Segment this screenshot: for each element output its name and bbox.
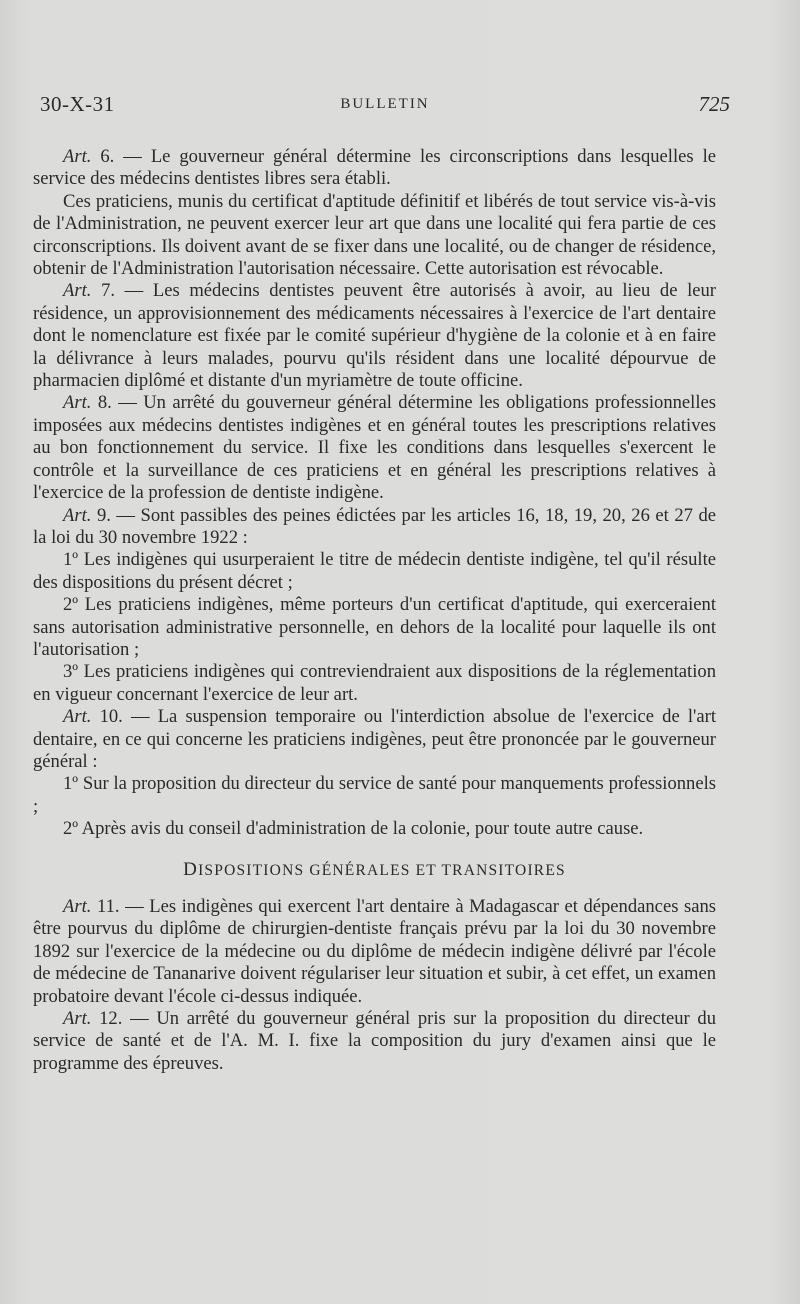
header-title: BULLETIN [340, 96, 430, 112]
paragraph-text: — Un arrêté du gouverneur général détermine les obligations professionnelles imposées aux médecins dentistes indigènes et en général toutes les prescriptions relatives au bon fonctionnement du service. Il fixe les conditions dans lesquelles s'exercent le contrôle et la surveillance de ces praticiens et en général les prescriptions relatives à l'exercice de la profession de dentiste indigène. [33, 392, 716, 504]
paragraph-text: — Les médecins dentistes peuvent être autorisés à avoir, au lieu de leur résidence, un approvisionnement des médicaments nécessaires à l'exercice de l'art dentaire dont le nomenclature est fixée par le comité supérieur d'hygiène de la colonie et à en faire la délivrance à leurs malades, pourvu qu'ils résident dans une localité dépourvue de pharmacien diplômé et distante d'un myriamètre de toute officine. [33, 280, 716, 392]
article-label: Art. [63, 1008, 92, 1030]
paragraph-text: 3º Les praticiens indigènes qui contreviendraient aux dispositions de la réglementation en vigueur concernant l'exercice de leur art. [33, 661, 716, 705]
paragraph [33, 661, 716, 706]
paragraph [33, 146, 716, 191]
section-heading-cap: D [183, 858, 199, 880]
paragraph [33, 392, 716, 504]
paragraph-text: Ces praticiens, munis du certificat d'aptitude définitif et libérés de tout service vis-à-vis de l'Administration, ne peuvent exercer leur art que dans une localité qui fera partie de ces circonscriptions. Ils doivent avant de se fixer dans une localité, ou de changer de résidence, obtenir de l'Administration l'autorisation nécessaire. Cette autorisation est révocable. [33, 190, 716, 280]
articles-before [33, 146, 716, 841]
paragraph [33, 706, 716, 773]
paragraph-text: 2º Après avis du conseil d'administration de la colonie, pour toute autre cause. [63, 818, 644, 840]
paragraph-text: — Le gouverneur général détermine les circonscriptions dans lesquelles le service des médecins dentistes libres sera établi. [33, 146, 716, 190]
paragraph [33, 1008, 716, 1075]
paragraph-text: — Un arrêté du gouverneur général pris sur la proposition du directeur du service de santé et de l'A. M. I. fixe la composition du jury d'examen ainsi que le programme des épreuves. [33, 1008, 716, 1074]
articles-after [33, 896, 716, 1075]
paragraph [33, 818, 716, 840]
article-number: 10. [99, 706, 123, 728]
paragraph [33, 191, 716, 281]
paragraph [33, 505, 716, 550]
article-label: Art. [63, 280, 92, 302]
article-label: Art. [63, 146, 92, 167]
article-number: 11. [96, 896, 120, 917]
paragraph [33, 896, 716, 1008]
section-heading-rest: ISPOSITIONS GÉNÉRALES ET TRANSITOIRES [198, 861, 566, 879]
article-label: Art. [63, 706, 92, 728]
article-label: Art. [63, 504, 92, 526]
paragraph-text: — Sont passibles des peines édictées par les articles 16, 18, 19, 20, 26 et 27 de la loi du 30 novembre 1922 : [33, 504, 716, 548]
section-heading [33, 859, 716, 882]
paragraph-text: 1º Les indigènes qui usurperaient le titre de médecin dentiste indigène, tel qu'il résulte des dispositions du présent décret ; [33, 549, 716, 593]
article-number: 9. [96, 504, 111, 526]
paragraph [33, 549, 716, 594]
paragraph [33, 594, 716, 661]
document-body [33, 146, 716, 1075]
article-number: 12. [99, 1008, 123, 1030]
article-number: 6. [100, 146, 115, 167]
header-date: 30-X-31 [40, 92, 115, 116]
article-number: 7. [101, 280, 116, 302]
paragraph [33, 280, 716, 392]
article-number: 8. [97, 392, 112, 414]
header-page-number: 725 [698, 92, 730, 116]
article-label: Art. [63, 392, 92, 414]
paragraph-text: — La suspension temporaire ou l'interdiction absolue de l'exercice de l'art dentaire, en ce qui concerne les praticiens indigènes, peut être prononcée par le gouverneur général : [33, 706, 716, 772]
article-label: Art. [63, 896, 92, 917]
paragraph [33, 773, 716, 818]
page-header [40, 92, 730, 122]
paragraph-text: 1º Sur la proposition du directeur du service de santé pour manquements professionnels ; [33, 773, 716, 817]
paragraph-text: — Les indigènes qui exercent l'art dentaire à Madagascar et dépendances sans être pourvus du diplôme de chirurgien-dentiste français prévu par la loi du 30 novembre 1892 sur l'exercice de la médecine ou du diplôme de médecin indigène délivré par l'école de médecine de Tananarive doivent régulariser leur situation et subir, à cet effet, un examen probatoire devant l'école ci-dessus indiquée. [33, 896, 716, 1007]
paragraph-text: 2º Les praticiens indigènes, même porteurs d'un certificat d'aptitude, qui exerceraient sans autorisation administrative personnelle, en dehors de la localité pour laquelle ils ont l'autorisation ; [33, 594, 716, 660]
